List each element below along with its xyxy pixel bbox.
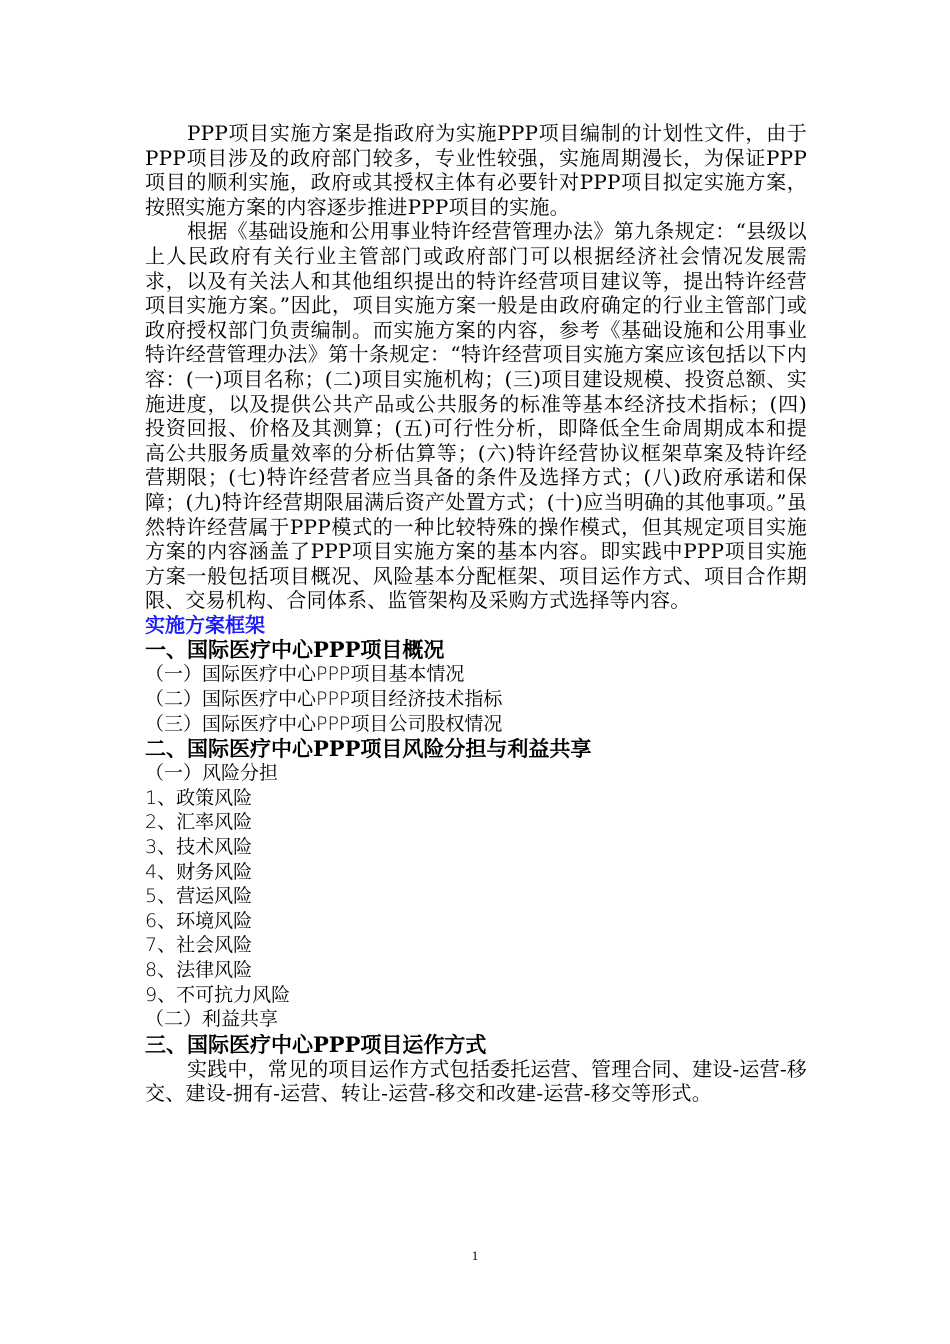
intro-paragraph-2: 根据《基础设施和公用事业特许经营管理办法》第九条规定：“县级以上人民政府有关行业主管部门或政府部门可以根据经济社会情况发展需求，以及有关法人和其他组织提出的特许经营项目建议等，提出特许经营项目实施方案。”因此，项目实施方案一般是由政府确定的行业主管部门或政府授权部门负责编制。而实施方案的内容，参考《基础设施和公用事业特许经营管理办法》第十条规定：“特许经营项目实施方案应该包括以下内容：(一)项目名称；(二)项目实施机构；(三)项目建设规模、投资总额、实施进度，以及提供公共产品或公共服务的标准等基本经济技术指标；(四)投资回报、价格及其测算；(五)可行性分析，即降低全生命周期成本和提高公共服务质量效率的分析估算等；(六)特许经营协议框架草案及特许经营期限；(七)特许经营者应当具备的条件及选择方式；(八)政府承诺和保障；(九)特许经营期限届满后资产处置方式；(十)应当明确的其他事项。”虽然特许经营属于PPP模式的一种比较特殊的操作模式，但其规定项目实施方案的内容涵盖了PPP项目实施方案的基本内容。即实践中PPP项目实施方案一般包括项目概况、风险基本分配框架、项目运作方式、项目合作期限、交易机构、合同体系、监管架构及采购方式选择等内容。 — [145, 219, 807, 613]
page-number: 1 — [471, 1248, 479, 1263]
section-1-heading: 一、国际医疗中心PPP项目概况 — [145, 637, 445, 663]
section-2-sub-1: （一）风险分担 — [145, 762, 279, 785]
risk-item: 6、环境风险 — [145, 909, 253, 932]
section-3-paragraph: 实践中，常见的项目运作方式包括委托运营、管理合同、建设-运营-移交、建设-拥有-运营、转让-运营-移交和改建-运营-移交等形式。 — [145, 1056, 807, 1106]
document-body — [145, 121, 807, 1106]
section-2-heading: 二、国际医疗中心PPP项目风险分担与利益共享 — [145, 736, 592, 762]
section-1-item-3: （三）国际医疗中心PPP项目公司股权情况 — [145, 712, 503, 735]
section-2-sub-2: （二）利益共享 — [145, 1008, 279, 1031]
risk-item: 2、汇率风险 — [145, 811, 253, 834]
risk-item: 7、社会风险 — [145, 934, 253, 957]
section-1-item-1: （一）国际医疗中心PPP项目基本情况 — [145, 663, 465, 686]
risk-item: 4、财务风险 — [145, 860, 253, 883]
risk-item: 1、政策风险 — [145, 786, 253, 809]
intro-paragraph-1: PPP项目实施方案是指政府为实施PPP项目编制的计划性文件，由于PPP项目涉及的政府部门较多，专业性较强，实施周期漫长，为保证PPP项目的顺利实施，政府或其授权主体有必要针对PPP项目拟定实施方案，按照实施方案的内容逐步推进PPP项目的实施。 — [145, 121, 807, 219]
risk-item: 3、技术风险 — [145, 836, 253, 859]
risk-item: 8、法律风险 — [145, 959, 253, 981]
risk-item: 5、营运风险 — [145, 885, 253, 908]
section-3-heading: 三、国际医疗中心PPP项目运作方式 — [145, 1031, 487, 1057]
risk-item: 9、不可抗力风险 — [145, 983, 291, 1006]
framework-title[interactable]: 实施方案框架 — [145, 612, 265, 637]
section-1-item-2: （二）国际医疗中心PPP项目经济技术指标 — [145, 688, 503, 711]
